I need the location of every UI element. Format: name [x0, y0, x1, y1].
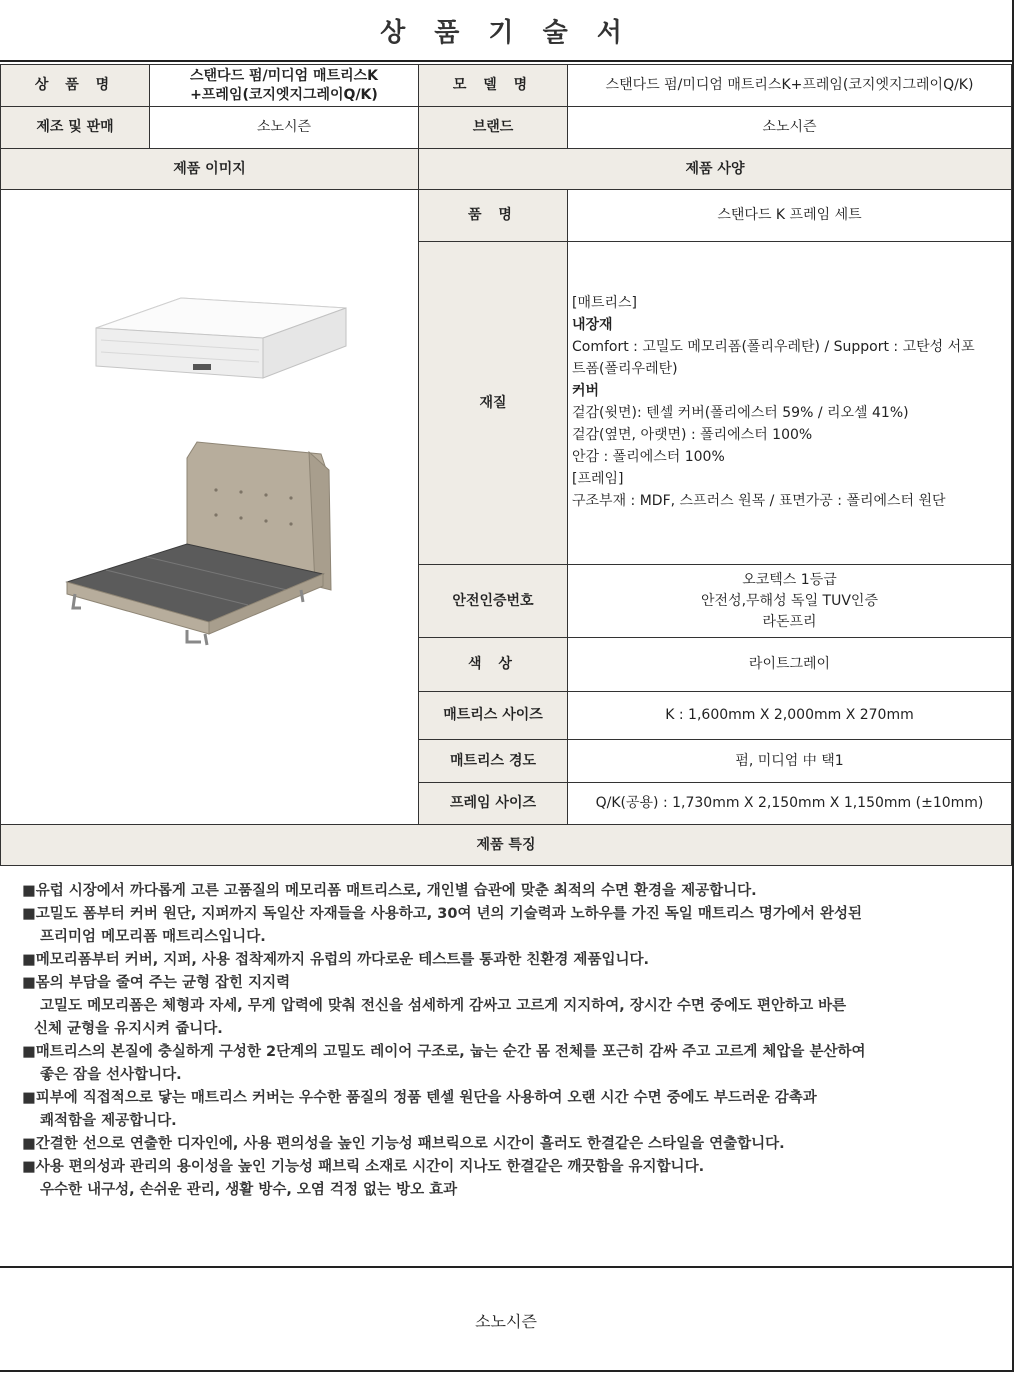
- footer-brand: 소노시즌: [0, 1266, 1012, 1372]
- feature-line: ■피부에 직접적으로 닿는 매트리스 커버는 우수한 품질의 정품 텐셀 원단을 사용하여 오랜 시간 수면 중에도 부드러운 감촉과: [22, 1090, 817, 1106]
- product-illustration: [1, 190, 418, 824]
- material-line: 내장재: [572, 317, 613, 333]
- product-name-line1: 스탠다드 펌/미디엄 매트리스K: [190, 67, 378, 84]
- feature-line: ■메모리폼부터 커버, 지퍼, 사용 접착제까지 유럽의 까다로운 테스트를 통과한 친환경 제품입니다.: [22, 952, 649, 968]
- feature-line: 우수한 내구성, 손쉬운 관리, 생활 방수, 오염 걱정 없는 방오 효과: [40, 1182, 458, 1198]
- feature-line: 고밀도 메모리폼은 체형과 자세, 무게 압력에 맞춰 전신을 섬세하게 감싸고 고르게 지지하여, 장시간 수면 중에도 편안하고 바른: [40, 998, 847, 1014]
- material-line: [매트리스]: [572, 295, 638, 311]
- spec-item-value: 스탠다드 K 프레임 세트: [567, 189, 1012, 242]
- product-image-area: [0, 189, 419, 825]
- spec-mattress-size-label: 매트리스 사이즈: [418, 691, 568, 740]
- spec-material-value: [567, 241, 1012, 565]
- spec-cert-value: [567, 564, 1012, 638]
- feature-line: ■몸의 부담을 줄여 주는 균형 잡힌 지지력: [22, 975, 291, 991]
- material-line: 트폼(폴리우레탄): [572, 361, 678, 377]
- material-line: 겉감(옆면, 아랫면) : 폴리에스터 100%: [572, 427, 813, 443]
- spec-material-label: 재질: [418, 241, 568, 565]
- bottom-divider: [0, 1370, 1012, 1372]
- features-section-title: 제품 특징: [0, 824, 1012, 866]
- feature-line: 좋은 잠을 선사합니다.: [40, 1067, 182, 1083]
- spec-firmness-label: 매트리스 경도: [418, 739, 568, 783]
- image-section-title: 제품 이미지: [0, 148, 419, 190]
- spec-firmness-value: 펌, 미디엄 中 택1: [567, 739, 1012, 783]
- feature-line: 프리미엄 메모리폼 매트리스입니다.: [40, 929, 266, 945]
- mattress-image: [96, 298, 346, 378]
- feature-line: ■사용 편의성과 관리의 용이성을 높인 기능성 패브릭 소재로 시간이 지나도 한결같은 깨끗함을 유지합니다.: [22, 1159, 705, 1175]
- material-line: 구조부재 : MDF, 스프러스 원목 / 표면가공 : 폴리에스터 원단: [572, 493, 946, 509]
- feature-line: ■유럽 시장에서 까다롭게 고른 고품질의 메모리폼 매트리스로, 개인별 습관에 맞춘 최적의 수면 환경을 제공합니다.: [22, 883, 757, 899]
- spec-frame-size-label: 프레임 사이즈: [418, 782, 568, 825]
- cert-line-3: 라돈프리: [762, 613, 817, 630]
- features-list: [22, 880, 1002, 1202]
- model-value: 스탠다드 펌/미디엄 매트리스K+프레임(코지엣지그레이Q/K): [567, 64, 1012, 107]
- maker-value: 소노시즌: [149, 106, 419, 149]
- material-lines: [572, 292, 975, 512]
- cert-line-2: 안전성,무해성 독일 TUV인증: [701, 592, 878, 609]
- feature-line: ■간결한 선으로 연출한 디자인에, 사용 편의성을 높인 기능성 패브릭으로 시간이 흘러도 한결같은 스타일을 연출합니다.: [22, 1136, 785, 1152]
- product-name-label: 상 품 명: [0, 64, 150, 107]
- feature-line: 신체 균형을 유지시켜 줍니다.: [34, 1021, 223, 1037]
- material-line: Comfort : 고밀도 메모리폼(폴리우레탄) / Support : 고탄성 서포: [572, 339, 975, 355]
- spec-color-label: 색 상: [418, 637, 568, 692]
- feature-line: 쾌적함을 제공합니다.: [40, 1113, 177, 1129]
- maker-label: 제조 및 판매: [0, 106, 150, 149]
- spec-section-title: 제품 사양: [418, 148, 1012, 190]
- product-name-value: [149, 64, 419, 107]
- material-line: 겉감(윗면): 텐셀 커버(폴리에스터 59% / 리오셀 41%): [572, 405, 909, 421]
- document-title: 상 품 기 술 서: [380, 17, 632, 48]
- spec-color-value: 라이트그레이: [567, 637, 1012, 692]
- material-line: 커버: [572, 383, 600, 399]
- spec-frame-size-value: Q/K(공용) : 1,730mm X 2,150mm X 1,150mm (±10mm): [567, 782, 1012, 825]
- brand-value: 소노시즌: [567, 106, 1012, 149]
- top-divider: [0, 60, 1012, 62]
- product-name-line2: +프레임(코지엣지그레이Q/K): [190, 86, 378, 103]
- material-line: 안감 : 폴리에스터 100%: [572, 449, 725, 465]
- cert-line-1: 오코텍스 1등급: [742, 571, 837, 588]
- feature-line: ■매트리스의 본질에 충실하게 구성한 2단계의 고밀도 레이어 구조로, 눕는 순간 몸 전체를 포근히 감싸 주고 고르게 체압을 분산하여: [22, 1044, 866, 1060]
- model-label: 모 델 명: [418, 64, 568, 107]
- spec-mattress-size-value: K : 1,600mm X 2,000mm X 270mm: [567, 691, 1012, 740]
- bed-frame-image: [67, 442, 331, 645]
- mattress-label-tag: [193, 364, 211, 370]
- spec-cert-label: 안전인증번호: [418, 564, 568, 638]
- brand-label: 브랜드: [418, 106, 568, 149]
- feature-line: ■고밀도 폼부터 커버 원단, 지퍼까지 독일산 자재들을 사용하고, 30여 년의 기술력과 노하우를 가진 독일 매트리스 명가에서 완성된: [22, 906, 863, 922]
- material-line: [프레임]: [572, 471, 624, 487]
- spec-item-label: 품 명: [418, 189, 568, 242]
